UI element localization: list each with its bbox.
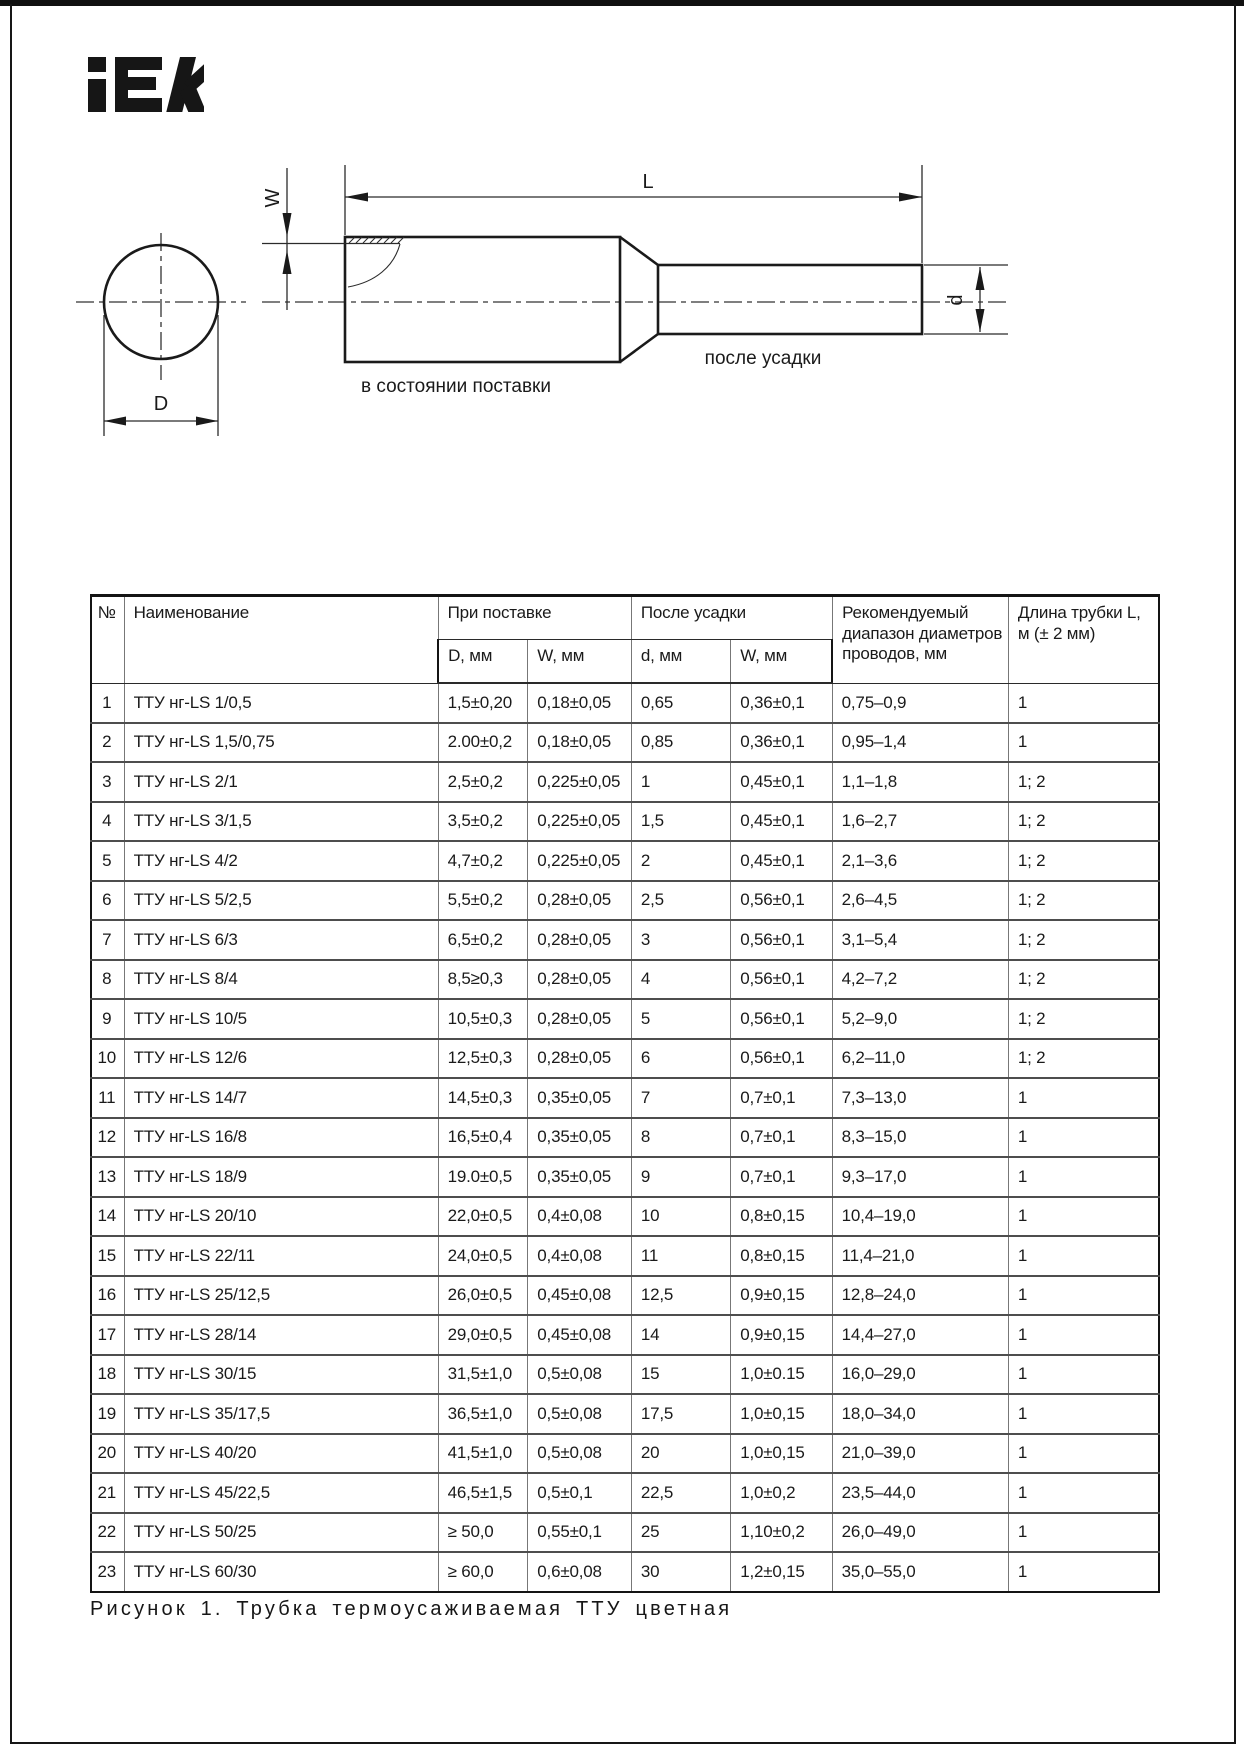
cell-d: 7 [631,1078,730,1118]
cell-W2: 1,0±0,15 [731,1434,832,1474]
table-row [91,1434,1159,1474]
cell-d: 17,5 [631,1394,730,1434]
cell-W2: 0,7±0,1 [731,1078,832,1118]
table-row [91,723,1159,763]
cell-name: ТТУ нг-LS 40/20 [124,1434,438,1474]
cell-name: ТТУ нг-LS 12/6 [124,1039,438,1079]
cell-W1: 0,5±0,1 [528,1473,632,1513]
cell-name: ТТУ нг-LS 25/12,5 [124,1276,438,1316]
cell-D: 16,5±0,4 [438,1118,528,1158]
cell-name: ТТУ нг-LS 20/10 [124,1197,438,1237]
cell-length: 1 [1008,1157,1159,1197]
table-row [91,1276,1159,1316]
cell-d: 22,5 [631,1473,730,1513]
cell-d: 30 [631,1552,730,1592]
cell-range: 2,1–3,6 [832,841,1008,881]
cell-D: 8,5≥0,3 [438,960,528,1000]
cell-range: 0,95–1,4 [832,723,1008,763]
cell-length: 1; 2 [1008,960,1159,1000]
spec-table [90,594,1160,1593]
cell-num: 3 [91,762,124,802]
cell-D: 4,7±0,2 [438,841,528,881]
header-group-after-shrink: После усадки [631,596,832,640]
cell-d: 5 [631,999,730,1039]
cell-W2: 0,36±0,1 [731,723,832,763]
cell-name: ТТУ нг-LS 3/1,5 [124,802,438,842]
label-W: W [262,188,284,208]
cell-length: 1 [1008,723,1159,763]
cell-length: 1 [1008,1197,1159,1237]
cell-num: 14 [91,1197,124,1237]
table-row [91,1197,1159,1237]
cell-D: 6,5±0,2 [438,920,528,960]
cell-W2: 0,56±0,1 [731,1039,832,1079]
cell-range: 1,6–2,7 [832,802,1008,842]
cell-name: ТТУ нг-LS 14/7 [124,1078,438,1118]
header-range: Рекомендуемый диапазон диаметров проводов, мм [832,596,1008,684]
cell-d: 12,5 [631,1276,730,1316]
cell-range: 5,2–9,0 [832,999,1008,1039]
cell-W1: 0,4±0,08 [528,1236,632,1276]
cell-W1: 0,35±0,05 [528,1157,632,1197]
cell-name: ТТУ нг-LS 5/2,5 [124,881,438,921]
header-num: № [91,596,124,684]
cell-W2: 1,0±0.15 [731,1355,832,1395]
header-length: Длина трубки L, м (± 2 мм) [1008,596,1159,684]
cell-range: 18,0–34,0 [832,1394,1008,1434]
cell-name: ТТУ нг-LS 18/9 [124,1157,438,1197]
cell-num: 22 [91,1513,124,1553]
cell-num: 13 [91,1157,124,1197]
cell-range: 6,2–11,0 [832,1039,1008,1079]
header-group-supply: При поставке [438,596,631,640]
table-row [91,999,1159,1039]
cell-range: 4,2–7,2 [832,960,1008,1000]
cell-W1: 0,5±0,08 [528,1434,632,1474]
cell-length: 1; 2 [1008,802,1159,842]
dimension-W [262,168,292,310]
cell-length: 1 [1008,1276,1159,1316]
table-row [91,1118,1159,1158]
taper-bottom [620,334,658,362]
cell-length: 1; 2 [1008,999,1159,1039]
header-W-mm-supply: W, мм [528,640,632,684]
cell-W1: 0,225±0,05 [528,802,632,842]
technical-drawing [0,140,1244,470]
cell-num: 8 [91,960,124,1000]
cell-D: 2.00±0,2 [438,723,528,763]
table-row [91,841,1159,881]
cell-length: 1 [1008,1118,1159,1158]
cell-W2: 0,45±0,1 [731,841,832,881]
cell-num: 23 [91,1552,124,1592]
cell-D: 10,5±0,3 [438,999,528,1039]
cell-W2: 0,7±0,1 [731,1118,832,1158]
cell-W1: 0,28±0,05 [528,920,632,960]
cell-W2: 0,36±0,1 [731,683,832,723]
cell-range: 7,3–13,0 [832,1078,1008,1118]
cell-range: 23,5–44,0 [832,1473,1008,1513]
cell-D: 46,5±1,5 [438,1473,528,1513]
cell-length: 1; 2 [1008,841,1159,881]
cell-d: 1,5 [631,802,730,842]
cell-name: ТТУ нг-LS 1,5/0,75 [124,723,438,763]
cell-W2: 1,2±0,15 [731,1552,832,1592]
table-row [91,1513,1159,1553]
cell-name: ТТУ нг-LS 6/3 [124,920,438,960]
table-row [91,802,1159,842]
cell-num: 9 [91,999,124,1039]
cell-num: 6 [91,881,124,921]
spec-table-body [91,683,1159,1592]
cell-D: 26,0±0,5 [438,1276,528,1316]
label-D: D [153,393,169,415]
table-row [91,1552,1159,1592]
cell-length: 1; 2 [1008,762,1159,802]
cell-D: 5,5±0,2 [438,881,528,921]
cell-W2: 0,9±0,15 [731,1315,832,1355]
cell-d: 10 [631,1197,730,1237]
cell-d: 15 [631,1355,730,1395]
cell-length: 1 [1008,1473,1159,1513]
table-row [91,1394,1159,1434]
cell-length: 1; 2 [1008,920,1159,960]
cell-d: 11 [631,1236,730,1276]
cell-length: 1 [1008,1078,1159,1118]
cell-W2: 0,56±0,1 [731,881,832,921]
cell-num: 10 [91,1039,124,1079]
cell-range: 21,0–39,0 [832,1434,1008,1474]
cell-d: 1 [631,762,730,802]
table-row [91,1355,1159,1395]
cell-num: 17 [91,1315,124,1355]
cell-D: 31,5±1,0 [438,1355,528,1395]
cell-W2: 0,56±0,1 [731,920,832,960]
cell-D: 12,5±0,3 [438,1039,528,1079]
label-d: d [945,294,967,306]
cell-D: 14,5±0,3 [438,1078,528,1118]
cell-W1: 0,45±0,08 [528,1276,632,1316]
cell-name: ТТУ нг-LS 1/0,5 [124,683,438,723]
cell-range: 16,0–29,0 [832,1355,1008,1395]
cell-num: 1 [91,683,124,723]
cell-d: 9 [631,1157,730,1197]
cell-length: 1 [1008,1552,1159,1592]
figure-caption: Рисунок 1. Трубка термоусаживаемая ТТУ цветная [90,1598,733,1620]
cell-name: ТТУ нг-LS 28/14 [124,1315,438,1355]
cell-length: 1 [1008,1315,1159,1355]
cell-D: 2,5±0,2 [438,762,528,802]
cell-length: 1; 2 [1008,881,1159,921]
cell-W2: 0,56±0,1 [731,999,832,1039]
cell-range: 26,0–49,0 [832,1513,1008,1553]
cell-length: 1 [1008,1394,1159,1434]
cell-D: 29,0±0,5 [438,1315,528,1355]
wall-detail [262,237,404,287]
cell-range: 8,3–15,0 [832,1118,1008,1158]
drawing-caption-after-shrink: после усадки [704,348,822,369]
cell-W2: 0,8±0,15 [731,1197,832,1237]
table-row [91,683,1159,723]
table-row [91,762,1159,802]
table-row [91,1157,1159,1197]
table-row [91,920,1159,960]
cell-W1: 0,28±0,05 [528,1039,632,1079]
table-row [91,1078,1159,1118]
cell-W1: 0,18±0,05 [528,723,632,763]
cell-W1: 0,28±0,05 [528,881,632,921]
cell-W1: 0,18±0,05 [528,683,632,723]
table-row [91,1473,1159,1513]
cell-length: 1 [1008,683,1159,723]
cell-name: ТТУ нг-LS 16/8 [124,1118,438,1158]
cell-d: 8 [631,1118,730,1158]
cell-name: ТТУ нг-LS 35/17,5 [124,1394,438,1434]
cell-num: 16 [91,1276,124,1316]
cell-D: 1,5±0,20 [438,683,528,723]
table-row [91,960,1159,1000]
cell-D: 22,0±0,5 [438,1197,528,1237]
cell-W2: 0,45±0,1 [731,802,832,842]
header-D-mm: D, мм [438,640,528,684]
cell-d: 20 [631,1434,730,1474]
cell-name: ТТУ нг-LS 4/2 [124,841,438,881]
iek-logo [88,56,204,112]
table-row [91,1236,1159,1276]
label-L: L [642,171,654,193]
cell-D: ≥ 50,0 [438,1513,528,1553]
cell-num: 21 [91,1473,124,1513]
cell-num: 5 [91,841,124,881]
cell-num: 20 [91,1434,124,1474]
cell-range: 3,1–5,4 [832,920,1008,960]
cell-D: 36,5±1,0 [438,1394,528,1434]
cell-D: 41,5±1,0 [438,1434,528,1474]
cell-d: 2 [631,841,730,881]
cell-W1: 0,28±0,05 [528,999,632,1039]
tube-shrunk-body [658,265,922,334]
cell-W2: 1,0±0,2 [731,1473,832,1513]
cell-range: 0,75–0,9 [832,683,1008,723]
cell-D: 24,0±0,5 [438,1236,528,1276]
cell-W2: 0,9±0,15 [731,1276,832,1316]
cell-d: 4 [631,960,730,1000]
cell-range: 2,6–4,5 [832,881,1008,921]
cell-range: 11,4–21,0 [832,1236,1008,1276]
cell-length: 1 [1008,1236,1159,1276]
header-name: Наименование [124,596,438,684]
cell-W1: 0,5±0,08 [528,1355,632,1395]
cell-W2: 1,10±0,2 [731,1513,832,1553]
cell-W2: 1,0±0,15 [731,1394,832,1434]
cell-d: 6 [631,1039,730,1079]
table-row [91,881,1159,921]
table-row [91,1315,1159,1355]
cell-d: 0,85 [631,723,730,763]
cell-range: 1,1–1,8 [832,762,1008,802]
cell-name: ТТУ нг-LS 60/30 [124,1552,438,1592]
cell-range: 9,3–17,0 [832,1157,1008,1197]
cell-D: 3,5±0,2 [438,802,528,842]
cell-num: 19 [91,1394,124,1434]
cell-d: 14 [631,1315,730,1355]
cell-W1: 0,35±0,05 [528,1118,632,1158]
cell-W1: 0,225±0,05 [528,762,632,802]
cell-W1: 0,225±0,05 [528,841,632,881]
cell-W1: 0,35±0,05 [528,1078,632,1118]
cell-name: ТТУ нг-LS 22/11 [124,1236,438,1276]
cell-W2: 0,7±0,1 [731,1157,832,1197]
cell-name: ТТУ нг-LS 10/5 [124,999,438,1039]
dimension-d [924,265,1008,334]
cell-D: ≥ 60,0 [438,1552,528,1592]
tube-supply-body [345,237,620,362]
cell-W2: 0,8±0,15 [731,1236,832,1276]
cell-length: 1 [1008,1513,1159,1553]
cell-name: ТТУ нг-LS 8/4 [124,960,438,1000]
cell-num: 15 [91,1236,124,1276]
table-row [91,1039,1159,1079]
cell-num: 11 [91,1078,124,1118]
cell-range: 10,4–19,0 [832,1197,1008,1237]
cell-d: 2,5 [631,881,730,921]
cell-W1: 0,4±0,08 [528,1197,632,1237]
header-W-mm-shrink: W, мм [731,640,832,684]
cell-name: ТТУ нг-LS 45/22,5 [124,1473,438,1513]
cell-W1: 0,55±0,1 [528,1513,632,1553]
cell-range: 35,0–55,0 [832,1552,1008,1592]
cell-d: 3 [631,920,730,960]
drawing-caption-supply: в состоянии поставки [361,376,551,397]
header-d-mm: d, мм [631,640,730,684]
cell-d: 0,65 [631,683,730,723]
cell-num: 4 [91,802,124,842]
cell-length: 1; 2 [1008,1039,1159,1079]
cell-name: ТТУ нг-LS 30/15 [124,1355,438,1395]
cell-D: 19.0±0,5 [438,1157,528,1197]
cell-d: 25 [631,1513,730,1553]
cell-W1: 0,28±0,05 [528,960,632,1000]
cell-num: 7 [91,920,124,960]
taper-top [620,237,658,265]
cell-length: 1 [1008,1355,1159,1395]
cell-name: ТТУ нг-LS 2/1 [124,762,438,802]
cell-num: 12 [91,1118,124,1158]
cell-W2: 0,45±0,1 [731,762,832,802]
page-top-border [0,0,1244,6]
cell-W1: 0,6±0,08 [528,1552,632,1592]
cell-num: 2 [91,723,124,763]
spec-table-header [91,596,1159,684]
cell-name: ТТУ нг-LS 50/25 [124,1513,438,1553]
cell-num: 18 [91,1355,124,1395]
cell-W1: 0,5±0,08 [528,1394,632,1434]
cell-length: 1 [1008,1434,1159,1474]
cell-W1: 0,45±0,08 [528,1315,632,1355]
cell-range: 12,8–24,0 [832,1276,1008,1316]
cell-W2: 0,56±0,1 [731,960,832,1000]
cell-range: 14,4–27,0 [832,1315,1008,1355]
